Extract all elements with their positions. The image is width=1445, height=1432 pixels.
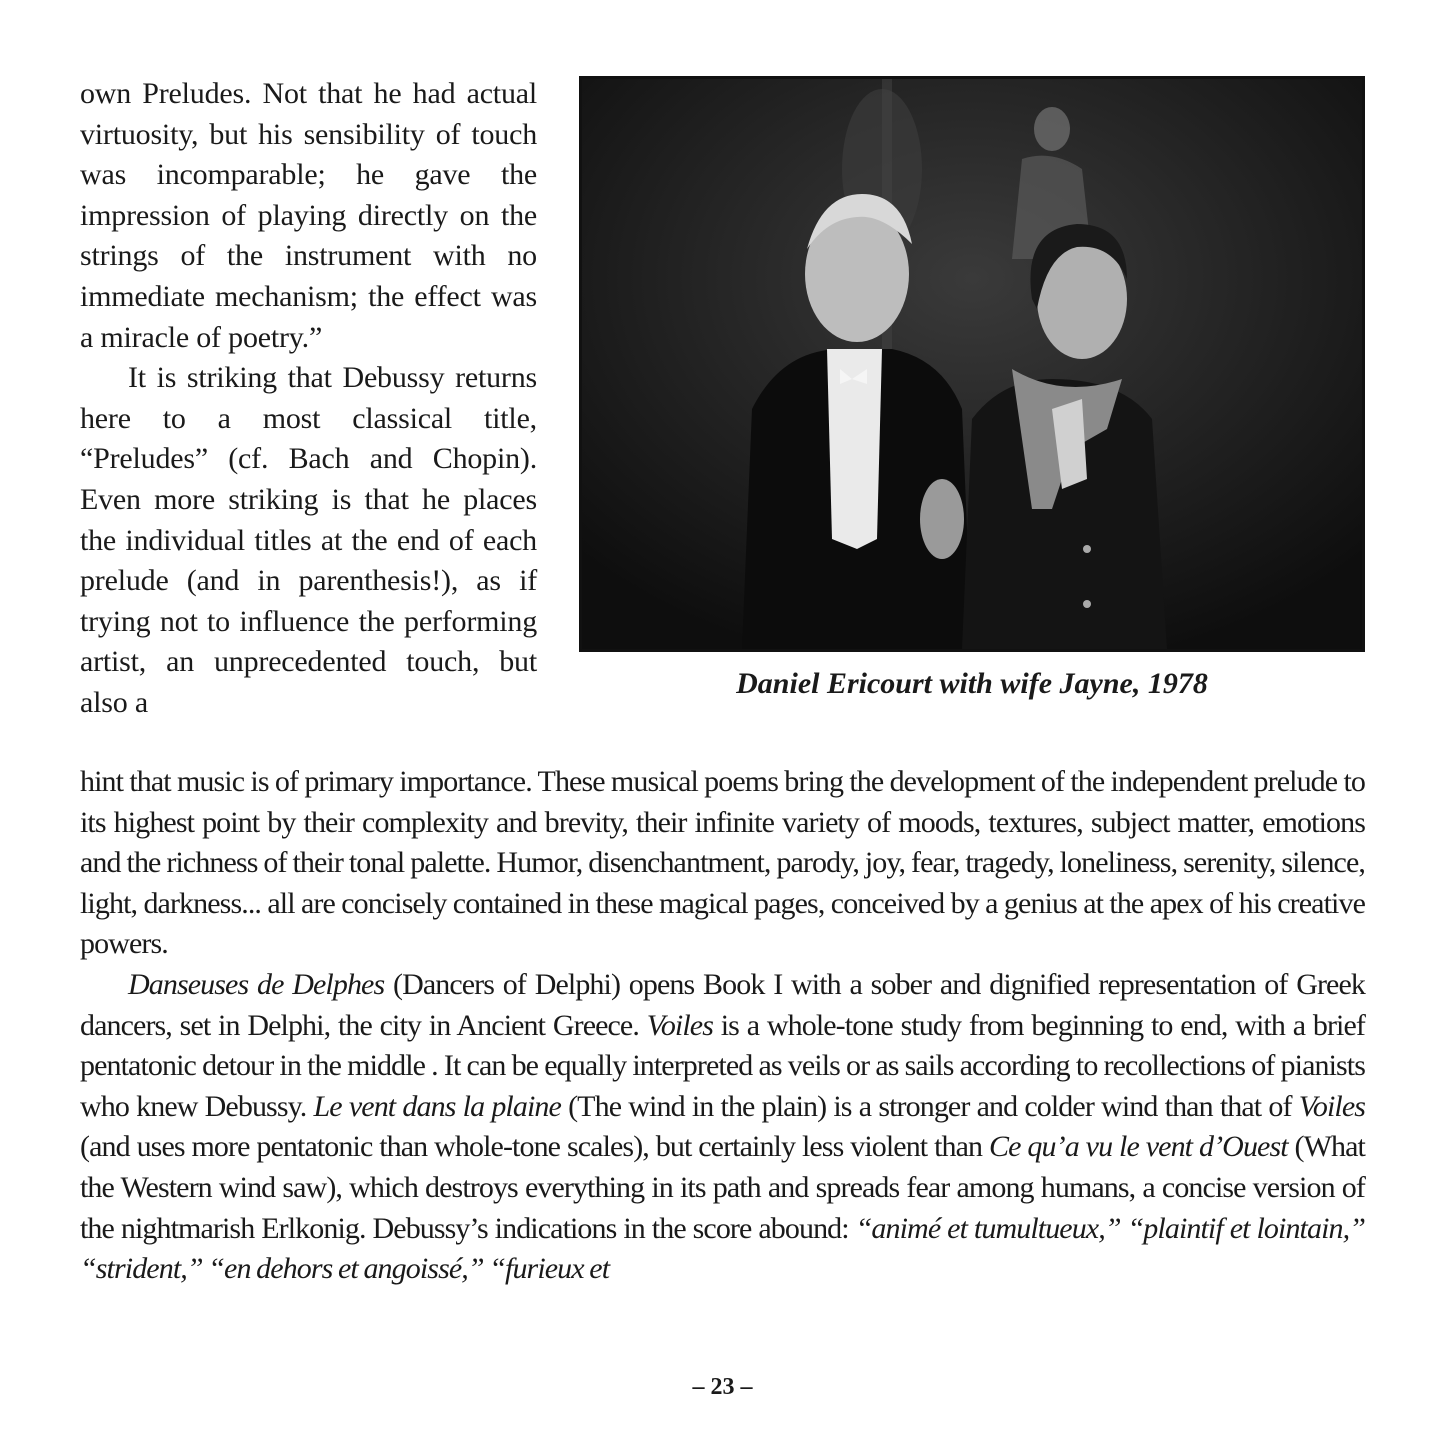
title-le-vent-dans-la-plaine: Le vent dans la plaine	[313, 1089, 561, 1123]
text-run: is a whole-tone study from beginning to end, with a brief pentatonic detour in the middle . It can be equally interpreted as veils or as sails according to recollections of pianists who knew Debussy.	[80, 1008, 1366, 1123]
full-width-text	[80, 762, 1365, 1290]
title-voiles: Voiles	[646, 1008, 713, 1042]
text-run: (The wind in the plain) is a stronger and colder wind than that of	[560, 1089, 1299, 1123]
page-number: – 23 –	[692, 1374, 753, 1400]
paragraph-danseuses	[80, 965, 1365, 1290]
title-ce-qua-vu-le-vent-douest: Ce qu’a vu le vent d’Ouest	[989, 1130, 1288, 1164]
couple-photo-illustration	[582, 79, 1362, 649]
paragraph-musical-poems: hint that music is of primary importance. These musical poems bring the development of the independent prelude to its highest point by their complexity and brevity, their infinite variety of moods, textures, subject matter, emotions and the richness of their tonal palette. Humor, disenchantment, parody, joy, fear, tragedy, loneliness, serenity, silence, light, darkness... all are concisely contained in these magical pages, conceived by a genius at the apex of his creative powers.	[80, 765, 1365, 961]
text-run: (and uses more pentatonic than whole-tone scales), but certainly less violent than	[80, 1130, 990, 1164]
title-danseuses-de-delphes: Danseuses de Delphes	[128, 967, 385, 1001]
paragraph-continuation: own Preludes. Not that he had actual virtuosity, but his sensibility of touch was incomparable; he gave the impression of playing directly on the strings of the instrument with no immediate mechanism; the effect was a miracle of poetry.”	[80, 77, 537, 354]
text-run: (What the Western wind saw), which destroys everything in its path and spreads fear among humans, a concise version of the nightmarish Erlkonig. Debussy’s indications in the score abound:	[80, 1130, 1365, 1245]
score-indications: “animé et tumultueux,” “plaintif et lointain,” “strident,” “en dehors et angoissé,” “furieux et	[80, 1211, 1365, 1286]
photo-caption: Daniel Ericourt with wife Jayne, 1978	[736, 667, 1208, 700]
title-voiles-2: Voiles	[1298, 1089, 1366, 1123]
left-text-column	[80, 74, 537, 724]
text-run: (Dancers of Delphi) opens Book I with a sober and dignified representation of Greek dancers, set in Delphi, the city in Ancient Greece.	[80, 967, 1365, 1042]
paragraph-striking: It is striking that Debussy returns here to a most classical title, “Preludes” (cf. Bach and Chopin). Even more striking is that he places the individual titles at the end of each prelude (and in parenthesis!), as if trying not to influence the performing artist, an unprecedented touch, but also a	[80, 361, 537, 719]
photograph	[579, 76, 1365, 652]
